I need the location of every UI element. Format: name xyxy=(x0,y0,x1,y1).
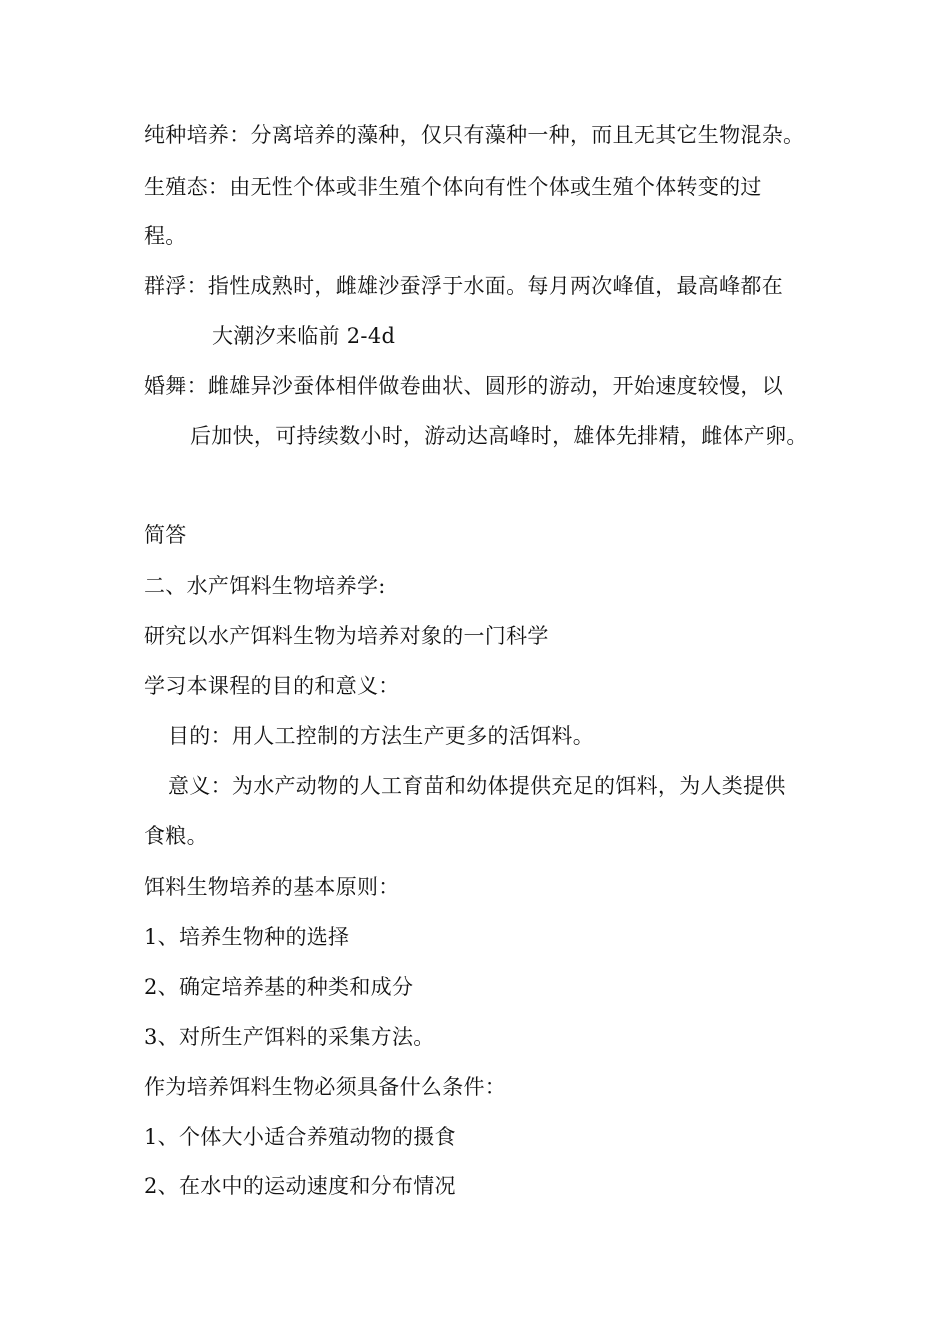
definition-nuptial-dance: 婚舞：雌雄异沙蚕体相伴做卷曲状、圆形的游动，开始速度较慢，以 xyxy=(144,374,783,398)
condition-item: 1、个体大小适合养殖动物的摄食 xyxy=(144,1125,456,1149)
definition-swarming: 群浮：指性成熟时，雌雄沙蚕浮于水面。每月两次峰值，最高峰都在 xyxy=(144,274,783,298)
purpose-text: 目的：用人工控制的方法生产更多的活饵料。 xyxy=(168,724,594,748)
meaning-text: 意义：为水产动物的人工育苗和幼体提供充足的饵料，为人类提供 xyxy=(168,774,786,798)
meaning-text-continued: 食粮。 xyxy=(144,824,208,848)
principle-item: 3、对所生产饵料的采集方法。 xyxy=(144,1025,435,1049)
section-title: 二、水产饵料生物培养学: xyxy=(144,574,386,598)
course-definition: 研究以水产饵料生物为培养对象的一门科学 xyxy=(144,624,549,648)
condition-item: 2、在水中的运动速度和分布情况 xyxy=(144,1174,456,1198)
conditions-heading: 作为培养饵料生物必须具备什么条件： xyxy=(144,1075,507,1099)
principle-item: 1、培养生物种的选择 xyxy=(144,925,350,949)
definition-reproductive-state: 生殖态：由无性个体或非生殖个体向有性个体或生殖个体转变的过 xyxy=(144,175,762,199)
definition-pure-culture: 纯种培养：分离培养的藻种，仅只有藻种一种，而且无其它生物混杂。 xyxy=(144,123,805,147)
short-answer-heading: 简答 xyxy=(144,523,187,547)
purpose-heading: 学习本课程的目的和意义： xyxy=(144,674,400,698)
definition-swarming-continued: 大潮汐来临前 2-4d xyxy=(212,324,396,348)
principles-heading: 饵料生物培养的基本原则： xyxy=(144,875,400,899)
definition-nuptial-dance-continued: 后加快，可持续数小时，游动达高峰时，雄体先排精，雌体产卵。 xyxy=(190,424,808,448)
definition-reproductive-state-continued: 程。 xyxy=(144,224,187,248)
principle-item: 2、确定培养基的种类和成分 xyxy=(144,975,414,999)
